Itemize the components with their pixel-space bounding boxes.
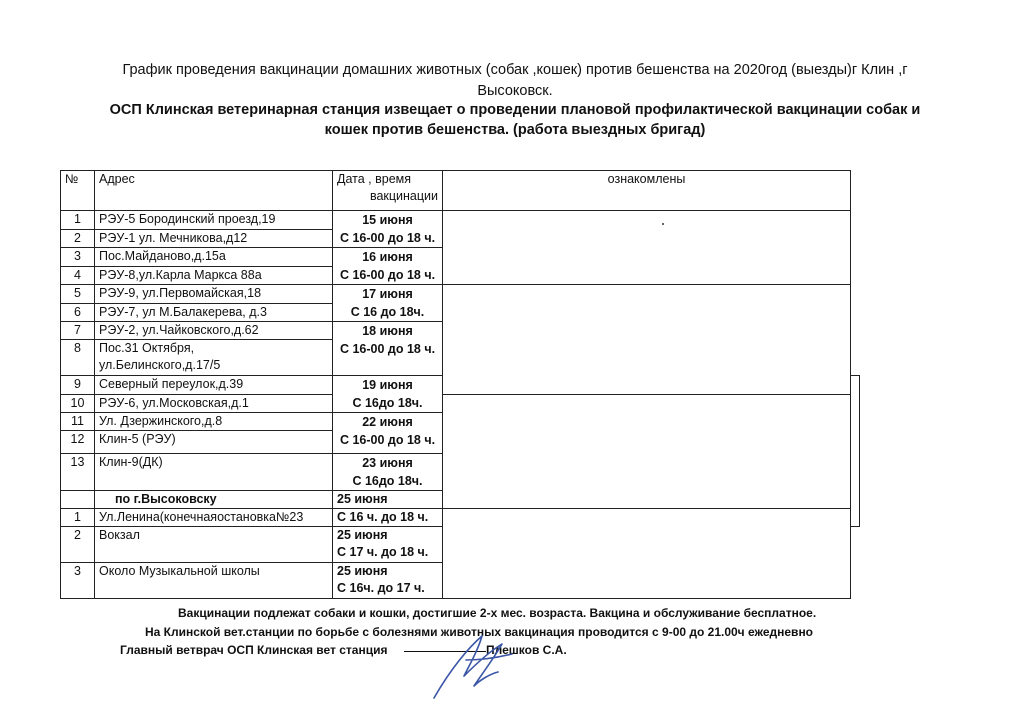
date-cell (333, 248, 443, 285)
row-num: 1 (61, 509, 95, 527)
row-address-line-2: ул.Белинского,д.17/5 (99, 358, 221, 372)
row-num (61, 491, 95, 509)
date-text: 25 июня (337, 528, 388, 542)
subtitle-line-1: ОСП Клинская ветеринарная станция извещает о проведении плановой профилактической вакцинации собак и (109, 102, 921, 118)
table-row (61, 394, 860, 413)
header-acknowledged: ознакомлены (443, 171, 851, 211)
row-num: 12 (61, 431, 95, 454)
time-text: С 16 до 18ч. (350, 305, 425, 319)
date-cell (333, 322, 443, 376)
time-text: С 16до 18ч. (352, 474, 423, 488)
row-address: РЭУ-2, ул.Чайковского,д.62 (95, 322, 333, 340)
footer-line-1: Вакцинации подлежат собаки и кошки, достигшие 2-х мес. возраста. Вакцина и обслуживание бесплатное. (178, 606, 817, 620)
table-header-row (61, 171, 860, 211)
date-text: 23 июня (362, 456, 413, 470)
acknowledged-cell (851, 376, 860, 527)
row-num: 6 (61, 303, 95, 322)
section-header-date: 25 июня (333, 491, 443, 509)
row-num: 2 (61, 229, 95, 248)
footer-signatory: Плешков С.А. (486, 643, 567, 657)
stray-mark (662, 223, 664, 225)
row-address-line-1: Пос.31 Октября, (99, 341, 195, 355)
row-address: Около Музыкальной школы (95, 563, 333, 599)
date-cell (333, 285, 443, 322)
time-text: С 16до 18ч. (352, 396, 423, 410)
date-text: 15 июня (362, 213, 413, 227)
time-text: С 17 ч. до 18 ч. (337, 545, 429, 559)
row-num: 3 (61, 563, 95, 599)
row-num: 9 (61, 376, 95, 395)
row-num: 8 (61, 340, 95, 376)
header-datetime-line-1: Дата , время (337, 172, 412, 186)
date-text: 17 июня (362, 287, 413, 301)
title-line-2: Высоковск. (477, 83, 553, 99)
table-row (61, 509, 860, 527)
acknowledged-cell (443, 509, 851, 599)
footer-line-2: На Клинской вет.станции по борьбе с болезнями животных вакцинация проводится с 9-00 до 21.00ч ежедневно (145, 625, 814, 639)
table-row (61, 211, 860, 230)
row-address: Пос.Майданово,д.15а (95, 248, 333, 267)
row-address: РЭУ-9, ул.Первомайская,18 (95, 285, 333, 304)
row-num: 2 (61, 527, 95, 563)
date-text: 19 июня (362, 378, 413, 392)
date-cell (333, 413, 443, 454)
header-num: № (61, 171, 95, 211)
time-text: С 16 ч. до 18 ч. (333, 509, 443, 527)
date-text: 18 июня (362, 324, 413, 338)
acknowledged-cell (443, 211, 851, 285)
date-cell (333, 454, 443, 491)
time-text: С 16-00 до 18 ч. (339, 342, 436, 356)
table-row (61, 454, 860, 491)
document-subtitle (60, 100, 970, 140)
date-text: 22 июня (362, 415, 413, 429)
row-num: 3 (61, 248, 95, 267)
row-num: 1 (61, 211, 95, 230)
time-text: С 16-00 до 18 ч. (339, 268, 436, 282)
subtitle-line-2: кошек против бешенства. (работа выездных бригад) (324, 122, 706, 138)
time-text: С 16ч. до 17 ч. (337, 581, 425, 595)
header-datetime-line-2: вакцинации (369, 189, 438, 203)
table-row (61, 285, 860, 304)
signature-scribble (420, 630, 520, 705)
footer-line-3-left: Главный ветврач ОСП Клинская вет станция (120, 643, 388, 657)
table-row (61, 431, 860, 454)
row-address: РЭУ-5 Бородинский проезд,19 (95, 211, 333, 230)
row-address (95, 340, 333, 376)
row-address: Ул.Ленина(конечнаяостановка№23 (95, 509, 333, 527)
row-address: Клин-5 (РЭУ) (95, 431, 333, 454)
row-address: РЭУ-1 ул. Мечникова,д12 (95, 229, 333, 248)
row-address: РЭУ-8,ул.Карла Маркса 88а (95, 266, 333, 285)
vaccination-schedule-table (60, 170, 860, 599)
document-title (60, 60, 970, 102)
row-address: РЭУ-6, ул.Московская,д.1 (95, 394, 333, 413)
row-num: 11 (61, 413, 95, 431)
row-num: 7 (61, 322, 95, 340)
date-cell (333, 211, 443, 248)
acknowledged-cell (443, 285, 851, 395)
row-address: РЭУ-7, ул М.Балакерева, д.3 (95, 303, 333, 322)
date-cell (333, 376, 443, 413)
date-cell (333, 563, 443, 599)
row-num: 4 (61, 266, 95, 285)
row-address: Ул. Дзержинского,д.8 (95, 413, 333, 431)
date-text: 16 июня (362, 250, 413, 264)
section-header-row (61, 491, 860, 509)
date-text: 25 июня (337, 564, 388, 578)
title-line-1: График проведения вакцинации домашних животных (собак ,кошек) против бешенства на 2020год (выезды)г Клин ,г (122, 62, 908, 78)
time-text: С 16-00 до 18 ч. (339, 433, 436, 447)
row-num: 10 (61, 394, 95, 413)
row-address: Северный переулок,д.39 (95, 376, 333, 395)
row-address: Клин-9(ДК) (95, 454, 333, 491)
row-num: 5 (61, 285, 95, 304)
row-num: 13 (61, 454, 95, 491)
date-cell (333, 527, 443, 563)
header-address: Адрес (95, 171, 333, 211)
time-text: С 16-00 до 18 ч. (339, 231, 436, 245)
section-header-vysokovsk: по г.Высоковску (95, 491, 333, 509)
row-address: Вокзал (95, 527, 333, 563)
header-datetime (333, 171, 443, 211)
table-row (61, 413, 860, 431)
